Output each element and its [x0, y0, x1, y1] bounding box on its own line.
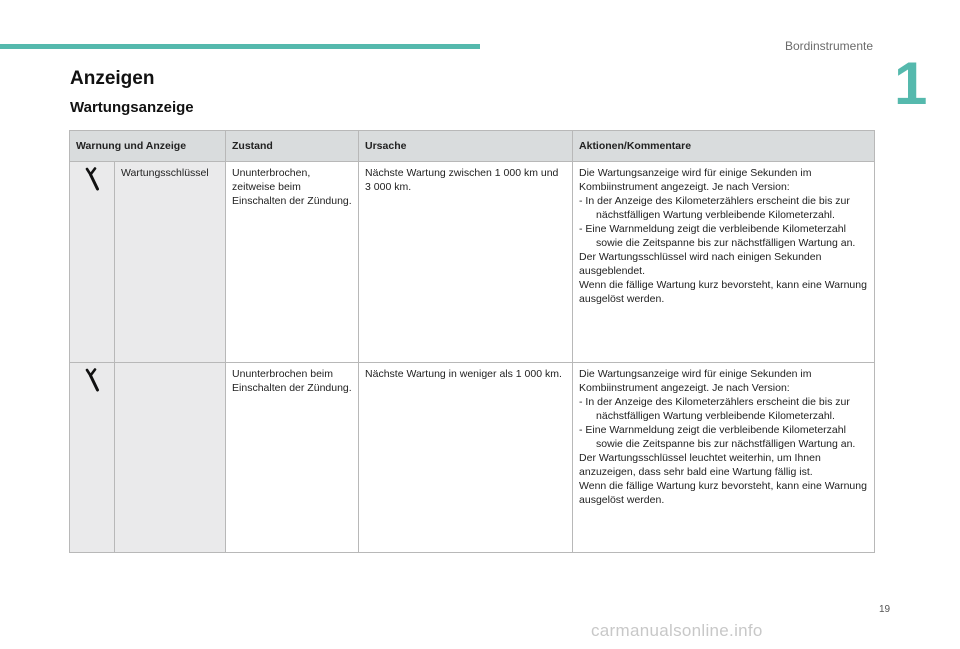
- zustand-cell: Ununterbrochen, zeitweise beim Einschalten der Zündung.: [226, 162, 359, 363]
- aktion-line: Wenn die fällige Wartung kurz bevorsteht, kann eine Warnung ausgelöst werden.: [579, 279, 867, 305]
- warning-table: [69, 130, 875, 553]
- watermark: carmanualsonline.info: [591, 621, 763, 640]
- icon-cell: [70, 363, 115, 553]
- aktion-line: - Eine Warnmeldung zeigt die verbleibende Kilometerzahl sowie die Zeitspanne bis zur nächstfälligen Wartung an.: [579, 424, 856, 450]
- chapter-number: 1: [894, 50, 928, 117]
- page-title: Anzeigen: [70, 68, 155, 89]
- column-header: Ursache: [359, 131, 573, 162]
- aktionen-cell: [573, 162, 875, 363]
- section-header: Bordinstrumente: [784, 39, 873, 53]
- table-row: [70, 363, 875, 553]
- warning-name: [115, 363, 226, 553]
- column-header: Aktionen/Kommentare: [573, 131, 875, 162]
- table-header-row: [70, 131, 875, 162]
- icon-cell: [70, 162, 115, 363]
- aktion-line: Die Wartungsanzeige wird für einige Sekunden im Kombiinstrument angezeigt. Je nach Version:: [579, 167, 812, 193]
- wrench-icon: [83, 166, 101, 192]
- warning-name: Wartungsschlüssel: [115, 162, 226, 363]
- aktion-line: Der Wartungsschlüssel leuchtet weiterhin, um Ihnen anzuzeigen, dass sehr bald eine Wartung fällig ist.: [579, 452, 821, 478]
- column-header: Warnung und Anzeige: [70, 131, 226, 162]
- zustand-cell: Ununterbrochen beim Einschalten der Zündung.: [226, 363, 359, 553]
- aktion-line: Der Wartungsschlüssel wird nach einigen Sekunden ausgeblendet.: [579, 251, 822, 277]
- aktion-line: - In der Anzeige des Kilometerzählers erscheint die bis zur nächstfälligen Wartung verbleibende Kilometerzahl.: [579, 396, 850, 422]
- aktion-line: Wenn die fällige Wartung kurz bevorsteht, kann eine Warnung ausgelöst werden.: [579, 480, 867, 506]
- page-subtitle: Wartungsanzeige: [70, 99, 194, 116]
- ursache-cell: Nächste Wartung in weniger als 1 000 km.: [359, 363, 573, 553]
- column-header: Zustand: [226, 131, 359, 162]
- page-number: 19: [879, 604, 891, 615]
- aktion-line: Die Wartungsanzeige wird für einige Sekunden im Kombiinstrument angezeigt. Je nach Version:: [579, 368, 812, 394]
- wrench-icon: [83, 367, 101, 393]
- accent-bar: [0, 44, 480, 49]
- ursache-cell: Nächste Wartung zwischen 1 000 km und 3 000 km.: [359, 162, 573, 363]
- aktion-line: - Eine Warnmeldung zeigt die verbleibende Kilometerzahl sowie die Zeitspanne bis zur nächstfälligen Wartung an.: [579, 223, 856, 249]
- table-row: [70, 162, 875, 363]
- aktionen-cell: [573, 363, 875, 553]
- aktion-line: - In der Anzeige des Kilometerzählers erscheint die bis zur nächstfälligen Wartung verbleibende Kilometerzahl.: [579, 195, 850, 221]
